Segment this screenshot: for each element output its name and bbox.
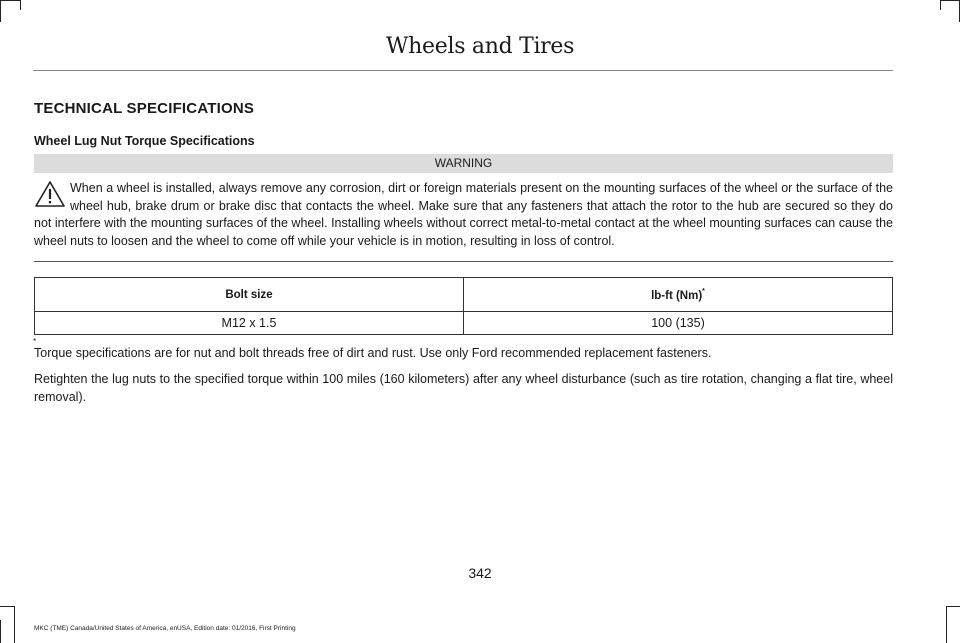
header-divider — [33, 70, 893, 71]
bolt-size-value: M12 x 1.5 — [35, 312, 464, 335]
body-paragraph: Retighten the lug nuts to the specified torque within 100 miles (160 kilometers) after any wheel disturbance (such as tire rotation, changing a flat tire, wheel removal). — [34, 372, 893, 404]
crop-mark — [0, 0, 20, 1]
subheading: Wheel Lug Nut Torque Specifications — [34, 134, 255, 148]
footnote-text: Torque specifications are for nut and bolt threads free of dirt and rust. Use only Ford recommended replacement fasteners. — [34, 346, 712, 360]
table-row — [35, 312, 893, 335]
crop-mark — [940, 0, 960, 1]
torque-spec-table — [34, 277, 893, 335]
crop-mark — [0, 606, 14, 607]
section-title: TECHNICAL SPECIFICATIONS — [34, 100, 255, 117]
crop-mark — [0, 620, 1, 643]
crop-mark — [940, 0, 941, 10]
crop-mark — [946, 606, 960, 607]
crop-mark — [0, 0, 1, 22]
footer-edition-text: MKC (TME) Canada/United States of America, enUSA, Edition date: 01/2016, First Printing — [34, 625, 296, 632]
footnote-marker: * — [702, 287, 705, 295]
crop-mark — [14, 606, 15, 643]
header-bolt-size: Bolt size — [35, 278, 464, 312]
crop-mark — [946, 606, 947, 643]
header-torque — [464, 278, 893, 312]
table-header-row — [35, 278, 893, 312]
page-header-title: Wheels and Tires — [385, 34, 575, 59]
warning-divider — [34, 261, 893, 262]
warning-text: When a wheel is installed, always remove any corrosion, dirt or foreign materials present on the mounting surfaces of the wheel or the surface of the wheel hub, brake drum or brake disc that contacts the wheel. Make sure that any fasteners that attach the rotor to the hub are secured so they do not interfere with the mounting surfaces of the wheel. Installing wheels without correct metal-to-metal contact at the wheel mounting surfaces can cause the wheel nuts to loosen and the wheel to come off while your vehicle is in motion, resulting in loss of control. — [34, 181, 893, 248]
header-torque-label: lb-ft (Nm) — [651, 289, 703, 302]
warning-bar — [34, 154, 893, 173]
crop-mark — [20, 0, 21, 10]
footnote-mark: * — [33, 337, 37, 346]
warning-label: WARNING — [434, 156, 493, 170]
torque-value: 100 (135) — [464, 312, 893, 335]
page-number: 342 — [468, 565, 492, 581]
